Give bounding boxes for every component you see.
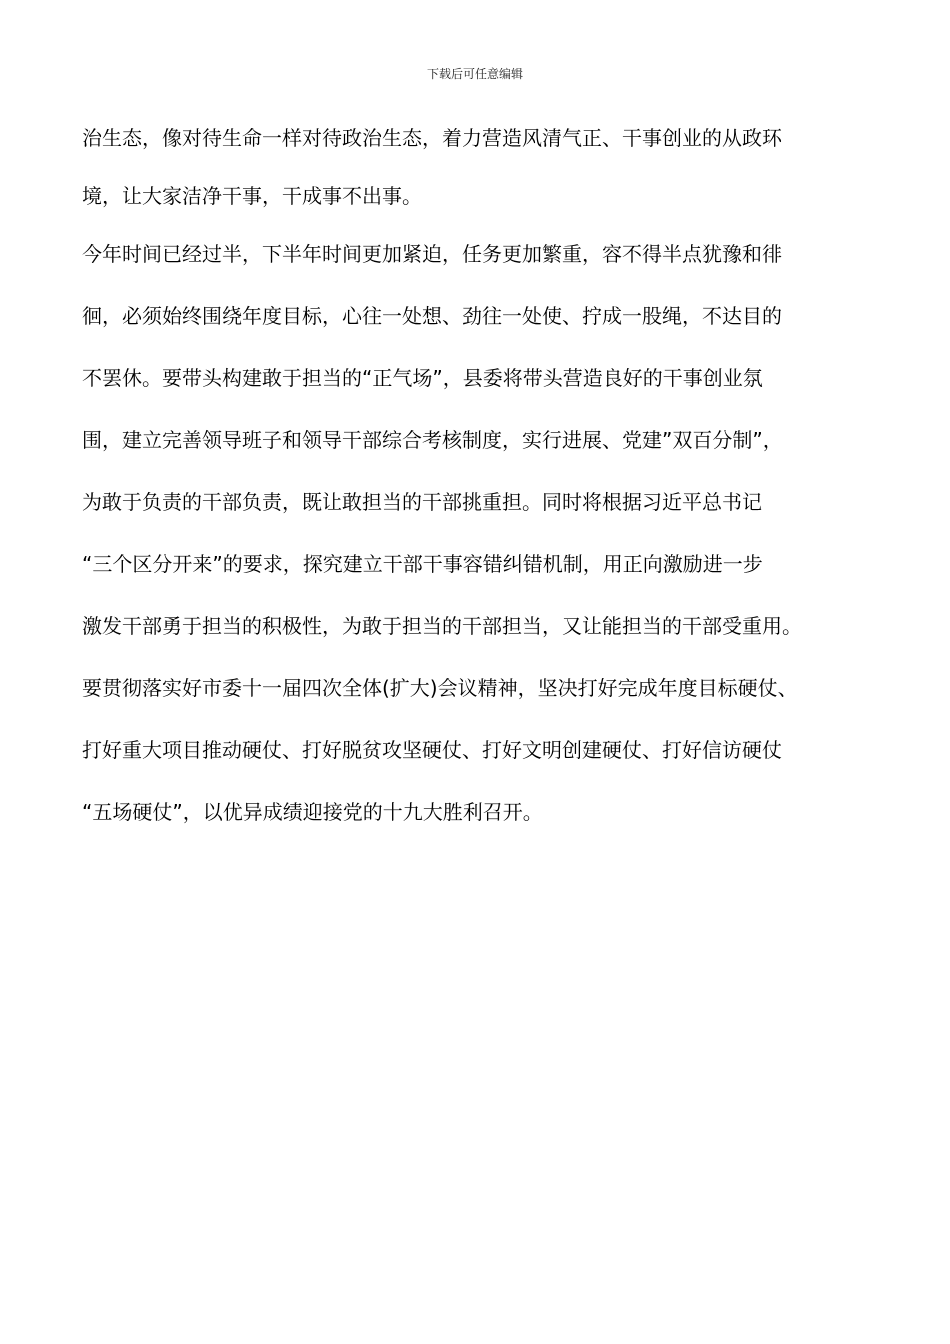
- text-line: “三个区分开来”的要求，探究建立干部干事容错纠错机制，用正向激励进一步: [82, 552, 763, 576]
- text-line: 围，建立完善领导班子和领导干部综合考核制度，实行进展、党建”双百分制”，: [82, 428, 783, 452]
- text-line: 今年时间已经过半，下半年时间更加紧迫，任务更加繁重，容不得半点犹豫和徘: [82, 242, 782, 266]
- text-line: “五场硬仗”，以优异成绩迎接党的十九大胜利召开。: [82, 800, 543, 824]
- body-text: [82, 118, 882, 854]
- text-line: 为敢于负责的干部负责，既让敢担当的干部挑重担。同时将根据习近平总书记: [82, 490, 762, 514]
- text-line: 徊，必须始终围绕年度目标，心往一处想、劲往一处使、拧成一股绳，不达目的: [82, 304, 782, 328]
- text-line: 激发干部勇于担当的积极性，为敢于担当的干部担当，又让能担当的干部受重用。: [82, 614, 802, 638]
- text-line: 治生态，像对待生命一样对待政治生态，着力营造风清气正、干事创业的从政环: [82, 126, 782, 150]
- text-line: 打好重大项目推动硬仗、打好脱贫攻坚硬仗、打好文明创建硬仗、打好信访硬仗: [82, 738, 782, 762]
- page-header-note: 下载后可任意编辑: [426, 67, 523, 81]
- text-line: 不罢休。要带头构建敢于担当的“正气场”，县委将带头营造良好的干事创业氛: [82, 366, 763, 390]
- text-line: 境，让大家洁净干事，干成事不出事。: [82, 184, 422, 208]
- text-line: 要贯彻落实好市委十一届四次全体(扩大)会议精神，坚决打好完成年度目标硬仗、: [82, 676, 798, 700]
